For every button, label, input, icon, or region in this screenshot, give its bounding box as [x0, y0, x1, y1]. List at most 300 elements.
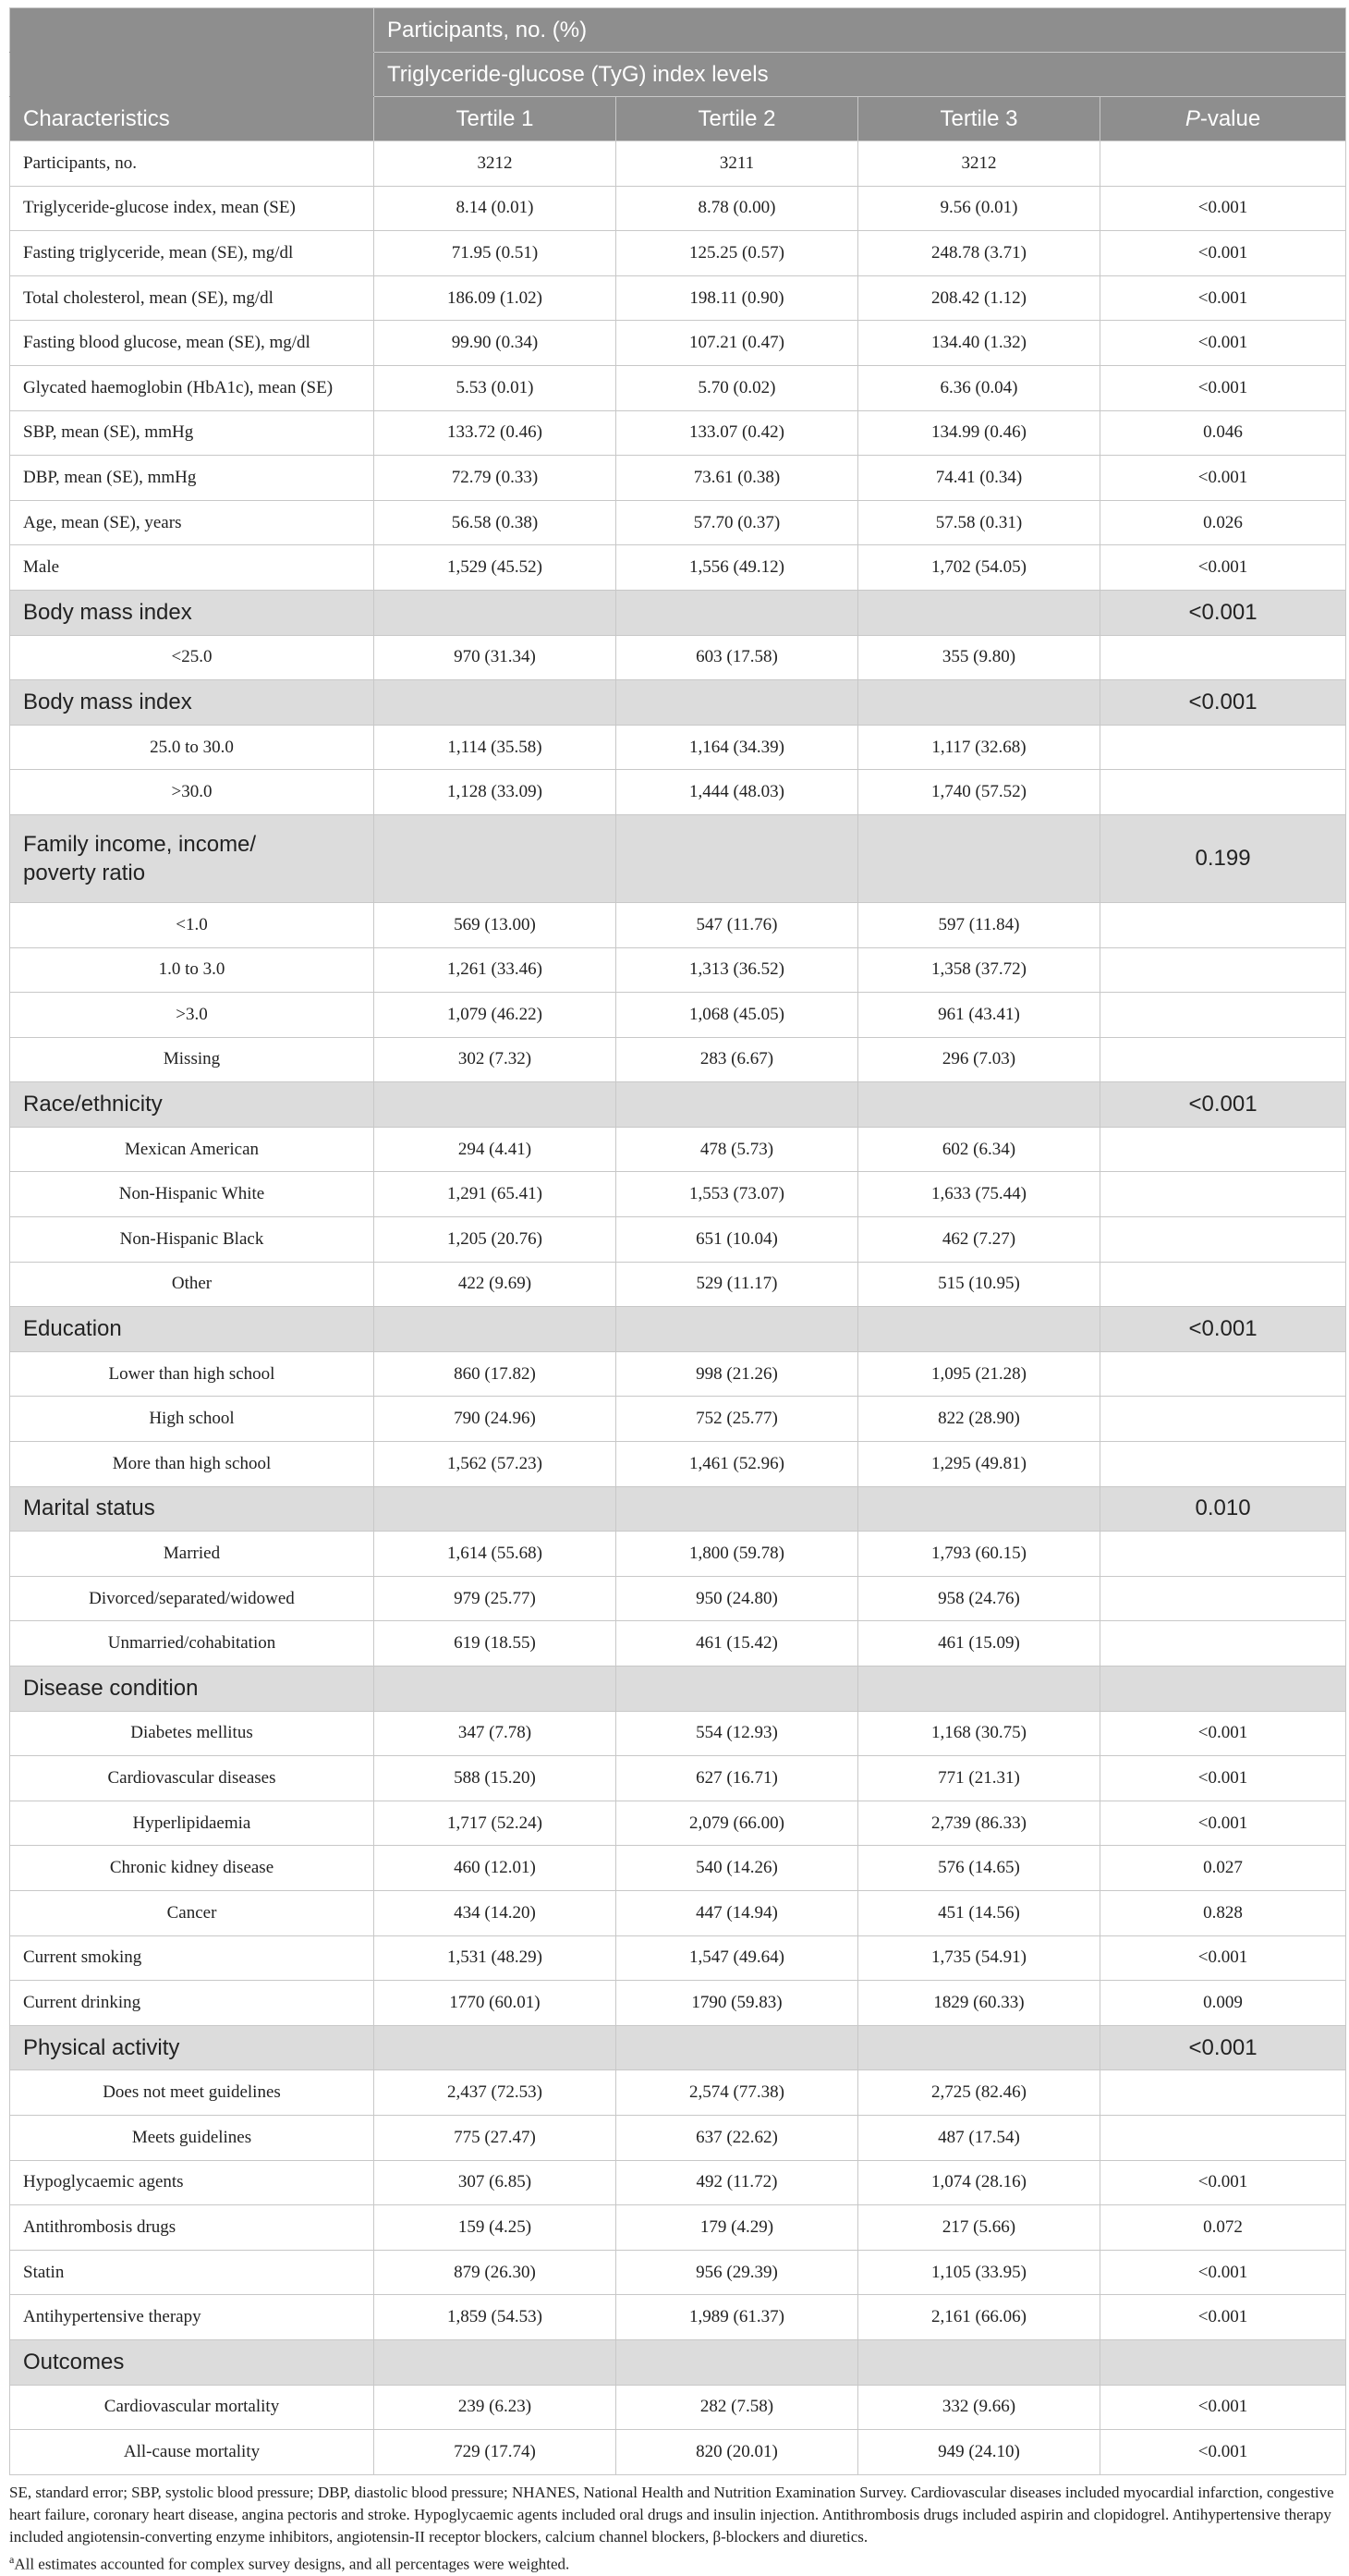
row-label: SBP, mean (SE), mmHg [10, 410, 374, 456]
section-empty-cell [858, 1082, 1100, 1128]
table-row [10, 1262, 1346, 1307]
p-value-cell [1100, 725, 1346, 770]
tertile-2-cell: 1,068 (45.05) [616, 993, 858, 1038]
tertile-1-cell: 1,261 (33.46) [374, 947, 616, 993]
p-italic: P [1185, 105, 1200, 131]
section-p-value: 0.199 [1100, 814, 1346, 902]
table-row [10, 1127, 1346, 1172]
row-label: High school [10, 1397, 374, 1442]
section-empty-cell [374, 814, 616, 902]
tertile-2-cell: 133.07 (0.42) [616, 410, 858, 456]
tertile-2-cell: 998 (21.26) [616, 1351, 858, 1397]
tertile-3-cell: 74.41 (0.34) [858, 456, 1100, 501]
table-row [10, 2115, 1346, 2160]
row-label: Chronic kidney disease [10, 1846, 374, 1891]
table-row [10, 2160, 1346, 2205]
p-value-cell: <0.001 [1100, 2295, 1346, 2340]
row-label: Does not meet guidelines [10, 2070, 374, 2116]
section-label: Disease condition [10, 1666, 374, 1712]
tertile-1-cell: 56.58 (0.38) [374, 500, 616, 545]
row-label: Meets guidelines [10, 2115, 374, 2160]
p-value-cell [1100, 141, 1346, 187]
tertile-1-cell: 1,614 (55.68) [374, 1532, 616, 1577]
tertile-2-cell: 73.61 (0.38) [616, 456, 858, 501]
section-empty-cell [616, 1486, 858, 1532]
section-empty-cell [616, 680, 858, 726]
tertile-1-cell: 569 (13.00) [374, 902, 616, 947]
header-subgroup-row [10, 53, 1346, 97]
tertile-2-cell: 492 (11.72) [616, 2160, 858, 2205]
tertile-2-cell: 3211 [616, 141, 858, 187]
row-label: Cardiovascular mortality [10, 2385, 374, 2430]
tertile-3-cell: 9.56 (0.01) [858, 186, 1100, 231]
p-value-cell: 0.026 [1100, 500, 1346, 545]
p-value-cell: <0.001 [1100, 231, 1346, 276]
p-value-cell: <0.001 [1100, 545, 1346, 591]
tertile-1-cell: 1,291 (65.41) [374, 1172, 616, 1217]
tertile-2-cell: 179 (4.29) [616, 2205, 858, 2251]
tertile-1-cell: 186.09 (1.02) [374, 275, 616, 321]
tertile-2-cell: 447 (14.94) [616, 1890, 858, 1935]
p-value-cell: 0.072 [1100, 2205, 1346, 2251]
tertile-1-cell: 71.95 (0.51) [374, 231, 616, 276]
row-label: Cancer [10, 1890, 374, 1935]
section-row [10, 1666, 1346, 1712]
p-value-cell [1100, 1262, 1346, 1307]
tertile-3-cell: 2,161 (66.06) [858, 2295, 1100, 2340]
tertile-1-cell: 1,562 (57.23) [374, 1442, 616, 1487]
tertile-2-cell: 107.21 (0.47) [616, 321, 858, 366]
tertile-2-cell: 540 (14.26) [616, 1846, 858, 1891]
tertile-1-cell: 3212 [374, 141, 616, 187]
tertile-2-cell: 752 (25.77) [616, 1397, 858, 1442]
tertile-3-cell: 248.78 (3.71) [858, 231, 1100, 276]
column-header-p-value [1100, 97, 1346, 141]
tertile-2-cell: 5.70 (0.02) [616, 365, 858, 410]
tertile-2-cell: 1,547 (49.64) [616, 1935, 858, 1981]
footnote-note [9, 2548, 1340, 2576]
table-row [10, 1935, 1346, 1981]
tertile-2-cell: 478 (5.73) [616, 1127, 858, 1172]
tertile-1-cell: 347 (7.78) [374, 1711, 616, 1756]
table-row [10, 902, 1346, 947]
tertile-2-cell: 2,079 (66.00) [616, 1801, 858, 1846]
p-value-cell [1100, 635, 1346, 680]
tertile-3-cell: 134.40 (1.32) [858, 321, 1100, 366]
table-row [10, 1846, 1346, 1891]
tertile-1-cell: 294 (4.41) [374, 1127, 616, 1172]
p-value-cell: <0.001 [1100, 2160, 1346, 2205]
tertile-3-cell: 949 (24.10) [858, 2430, 1100, 2475]
table-row [10, 1351, 1346, 1397]
section-p-value: 0.010 [1100, 1486, 1346, 1532]
tertile-3-cell: 1,095 (21.28) [858, 1351, 1100, 1397]
row-label: Total cholesterol, mean (SE), mg/dl [10, 275, 374, 321]
table-row [10, 725, 1346, 770]
row-label: Non-Hispanic White [10, 1172, 374, 1217]
row-label: Triglyceride-glucose index, mean (SE) [10, 186, 374, 231]
p-value-cell [1100, 1172, 1346, 1217]
section-p-value: <0.001 [1100, 1082, 1346, 1128]
table-row [10, 365, 1346, 410]
tertile-2-cell: 1,444 (48.03) [616, 770, 858, 815]
p-value-cell: <0.001 [1100, 321, 1346, 366]
tertile-2-cell: 603 (17.58) [616, 635, 858, 680]
tertile-2-cell: 820 (20.01) [616, 2430, 858, 2475]
table-row [10, 1397, 1346, 1442]
tertile-2-cell: 461 (15.42) [616, 1621, 858, 1666]
section-empty-cell [374, 2339, 616, 2385]
table-row [10, 2070, 1346, 2116]
tertile-1-cell: 460 (12.01) [374, 1846, 616, 1891]
section-p-value: <0.001 [1100, 1307, 1346, 1352]
tertile-3-cell: 1,633 (75.44) [858, 1172, 1100, 1217]
tertile-3-cell: 1,358 (37.72) [858, 947, 1100, 993]
tertile-3-cell: 462 (7.27) [858, 1217, 1100, 1263]
section-empty-cell [616, 1307, 858, 1352]
table-footnote [9, 2482, 1340, 2576]
row-label: Current drinking [10, 1981, 374, 2026]
tertile-3-cell: 2,739 (86.33) [858, 1801, 1100, 1846]
table-row [10, 1172, 1346, 1217]
p-value-cell [1100, 1621, 1346, 1666]
p-value-cell [1100, 947, 1346, 993]
tertile-3-cell: 1,793 (60.15) [858, 1532, 1100, 1577]
table-body [10, 141, 1346, 2475]
tertile-1-cell: 1,128 (33.09) [374, 770, 616, 815]
footnote-marker: a [9, 2553, 15, 2566]
section-row [10, 2025, 1346, 2070]
row-label: >30.0 [10, 770, 374, 815]
row-label: DBP, mean (SE), mmHg [10, 456, 374, 501]
tertile-3-cell: 217 (5.66) [858, 2205, 1100, 2251]
tertile-3-cell: 296 (7.03) [858, 1037, 1100, 1082]
tertile-2-cell: 1,800 (59.78) [616, 1532, 858, 1577]
tertile-1-cell: 1,114 (35.58) [374, 725, 616, 770]
p-value-cell [1100, 1037, 1346, 1082]
tertile-3-cell: 1,295 (49.81) [858, 1442, 1100, 1487]
tertile-1-cell: 1,531 (48.29) [374, 1935, 616, 1981]
tertile-1-cell: 239 (6.23) [374, 2385, 616, 2430]
section-p-value: <0.001 [1100, 680, 1346, 726]
row-label: Cardiovascular diseases [10, 1756, 374, 1801]
p-value-cell: 0.046 [1100, 410, 1346, 456]
tertile-1-cell: 434 (14.20) [374, 1890, 616, 1935]
table-row [10, 456, 1346, 501]
row-label: Lower than high school [10, 1351, 374, 1397]
row-label: Hyperlipidaemia [10, 1801, 374, 1846]
table-row [10, 275, 1346, 321]
tertile-1-cell: 979 (25.77) [374, 1576, 616, 1621]
tertile-2-cell: 1,989 (61.37) [616, 2295, 858, 2340]
tertile-1-cell: 302 (7.32) [374, 1037, 616, 1082]
table-row [10, 2430, 1346, 2475]
tertile-1-cell: 860 (17.82) [374, 1351, 616, 1397]
tertile-1-cell: 729 (17.74) [374, 2430, 616, 2475]
tertile-3-cell: 1,105 (33.95) [858, 2250, 1100, 2295]
tertile-3-cell: 461 (15.09) [858, 1621, 1100, 1666]
row-label: All-cause mortality [10, 2430, 374, 2475]
tertile-2-cell: 1,553 (73.07) [616, 1172, 858, 1217]
p-value-cell [1100, 993, 1346, 1038]
tertile-3-cell: 602 (6.34) [858, 1127, 1100, 1172]
p-value-cell [1100, 902, 1346, 947]
section-label: Physical activity [10, 2025, 374, 2070]
tertile-2-cell: 282 (7.58) [616, 2385, 858, 2430]
p-value-cell [1100, 2115, 1346, 2160]
row-label: Divorced/separated/widowed [10, 1576, 374, 1621]
p-value-cell: <0.001 [1100, 186, 1346, 231]
table-row [10, 1890, 1346, 1935]
table-row [10, 770, 1346, 815]
section-empty-cell [858, 590, 1100, 635]
row-label: Hypoglycaemic agents [10, 2160, 374, 2205]
p-value-cell [1100, 1532, 1346, 1577]
tertile-3-cell: 597 (11.84) [858, 902, 1100, 947]
row-label: 1.0 to 3.0 [10, 947, 374, 993]
section-empty-cell [374, 1486, 616, 1532]
tertile-1-cell: 1770 (60.01) [374, 1981, 616, 2026]
table-row [10, 1217, 1346, 1263]
row-label: Age, mean (SE), years [10, 500, 374, 545]
tertile-1-cell: 133.72 (0.46) [374, 410, 616, 456]
tertile-3-cell: 487 (17.54) [858, 2115, 1100, 2160]
p-value-cell: <0.001 [1100, 275, 1346, 321]
table-container [9, 7, 1345, 2475]
tertile-2-cell: 1790 (59.83) [616, 1981, 858, 2026]
row-label: Other [10, 1262, 374, 1307]
tertile-2-cell: 651 (10.04) [616, 1217, 858, 1263]
row-label: Glycated haemoglobin (HbA1c), mean (SE) [10, 365, 374, 410]
tertile-3-cell: 451 (14.56) [858, 1890, 1100, 1935]
tertile-2-cell: 1,461 (52.96) [616, 1442, 858, 1487]
tertile-3-cell: 515 (10.95) [858, 1262, 1100, 1307]
tertile-3-cell: 1,074 (28.16) [858, 2160, 1100, 2205]
tertile-3-cell: 355 (9.80) [858, 635, 1100, 680]
tertile-3-cell: 57.58 (0.31) [858, 500, 1100, 545]
tertile-2-cell: 627 (16.71) [616, 1756, 858, 1801]
tertile-3-cell: 822 (28.90) [858, 1397, 1100, 1442]
table-row [10, 186, 1346, 231]
tertile-3-cell: 1829 (60.33) [858, 1981, 1100, 2026]
section-label: Education [10, 1307, 374, 1352]
tertile-3-cell: 1,735 (54.91) [858, 1935, 1100, 1981]
section-row [10, 1486, 1346, 1532]
section-empty-cell [616, 1082, 858, 1128]
section-p-value: <0.001 [1100, 590, 1346, 635]
tertile-2-cell: 8.78 (0.00) [616, 186, 858, 231]
table-row [10, 141, 1346, 187]
p-value-cell: <0.001 [1100, 2250, 1346, 2295]
p-value-cell [1100, 1127, 1346, 1172]
table-row [10, 321, 1346, 366]
tertile-1-cell: 1,205 (20.76) [374, 1217, 616, 1263]
tertile-2-cell: 554 (12.93) [616, 1711, 858, 1756]
row-label: Diabetes mellitus [10, 1711, 374, 1756]
header-blank-cell [10, 8, 374, 53]
section-empty-cell [616, 2339, 858, 2385]
tertile-1-cell: 72.79 (0.33) [374, 456, 616, 501]
column-header-tertile-3: Tertile 3 [858, 97, 1100, 141]
p-value-cell: 0.027 [1100, 1846, 1346, 1891]
section-row [10, 680, 1346, 726]
column-header-tertile-2: Tertile 2 [616, 97, 858, 141]
row-label: Married [10, 1532, 374, 1577]
tertile-2-cell: 198.11 (0.90) [616, 275, 858, 321]
footnote-abbreviations: SE, standard error; SBP, systolic blood pressure; DBP, diastolic blood pressure; NHANES, National Health and Nutrition Examination Survey. Cardiovascular diseases included myocardial infarction, congestive heart failure, coronary heart disease, angina pectoris and stroke. Hypoglycaemic agents included oral drugs and insulin injection. Antithrombosis drugs included aspirin and clopidogrel. Antihypertensive therapy included angiotensin-converting enzyme inhibitors, angiotensin-II receptor blockers, calcium channel blockers, β-blockers and diuretics. [9, 2484, 1334, 2545]
section-row [10, 814, 1346, 902]
tertile-1-cell: 8.14 (0.01) [374, 186, 616, 231]
tertile-3-cell: 6.36 (0.04) [858, 365, 1100, 410]
section-empty-cell [374, 1307, 616, 1352]
table-row [10, 947, 1346, 993]
p-value-cell [1100, 1397, 1346, 1442]
tertile-1-cell: 307 (6.85) [374, 2160, 616, 2205]
tertile-3-cell: 1,168 (30.75) [858, 1711, 1100, 1756]
header-columns-row [10, 97, 1346, 141]
p-value-cell: <0.001 [1100, 456, 1346, 501]
tertile-3-cell: 961 (43.41) [858, 993, 1100, 1038]
section-empty-cell [616, 1666, 858, 1712]
p-value-cell: <0.001 [1100, 1801, 1346, 1846]
section-empty-cell [374, 2025, 616, 2070]
tertile-2-cell: 956 (29.39) [616, 2250, 858, 2295]
column-header-characteristics: Characteristics [10, 97, 374, 141]
tertile-2-cell: 1,164 (34.39) [616, 725, 858, 770]
tertile-3-cell: 134.99 (0.46) [858, 410, 1100, 456]
tertile-3-cell: 2,725 (82.46) [858, 2070, 1100, 2116]
tertile-1-cell: 1,717 (52.24) [374, 1801, 616, 1846]
tertile-3-cell: 1,702 (54.05) [858, 545, 1100, 591]
tertile-1-cell: 588 (15.20) [374, 1756, 616, 1801]
tertile-3-cell: 332 (9.66) [858, 2385, 1100, 2430]
row-label: More than high school [10, 1442, 374, 1487]
table-row [10, 2250, 1346, 2295]
section-label-line-2: poverty ratio [23, 860, 146, 885]
tertile-3-cell: 1,117 (32.68) [858, 725, 1100, 770]
row-label: Male [10, 545, 374, 591]
section-label: Body mass index [10, 590, 374, 635]
p-value-suffix: -value [1199, 105, 1261, 131]
section-label [10, 814, 374, 902]
tertile-1-cell: 159 (4.25) [374, 2205, 616, 2251]
tertile-2-cell: 1,556 (49.12) [616, 545, 858, 591]
p-value-cell: 0.009 [1100, 1981, 1346, 2026]
tertile-3-cell: 771 (21.31) [858, 1756, 1100, 1801]
header-sub-title: Triglyceride-glucose (TyG) index levels [374, 53, 1346, 97]
p-value-cell: <0.001 [1100, 1711, 1346, 1756]
tertile-1-cell: 775 (27.47) [374, 2115, 616, 2160]
row-label: Current smoking [10, 1935, 374, 1981]
tertile-2-cell: 125.25 (0.57) [616, 231, 858, 276]
table-row [10, 2205, 1346, 2251]
tertile-1-cell: 1,529 (45.52) [374, 545, 616, 591]
tertile-2-cell: 637 (22.62) [616, 2115, 858, 2160]
row-label: 25.0 to 30.0 [10, 725, 374, 770]
p-value-cell [1100, 2070, 1346, 2116]
section-label: Outcomes [10, 2339, 374, 2385]
section-label: Marital status [10, 1486, 374, 1532]
section-p-value [1100, 2339, 1346, 2385]
table-row [10, 1621, 1346, 1666]
row-label: Antihypertensive therapy [10, 2295, 374, 2340]
section-empty-cell [374, 1082, 616, 1128]
table-row [10, 1037, 1346, 1082]
section-empty-cell [858, 2339, 1100, 2385]
tertile-1-cell: 619 (18.55) [374, 1621, 616, 1666]
row-label: Statin [10, 2250, 374, 2295]
table-row [10, 1756, 1346, 1801]
tertile-1-cell: 2,437 (72.53) [374, 2070, 616, 2116]
tertile-1-cell: 422 (9.69) [374, 1262, 616, 1307]
section-p-value: <0.001 [1100, 2025, 1346, 2070]
p-value-cell [1100, 770, 1346, 815]
tertile-2-cell: 547 (11.76) [616, 902, 858, 947]
table-row [10, 231, 1346, 276]
p-value-cell [1100, 1442, 1346, 1487]
p-value-cell: <0.001 [1100, 1756, 1346, 1801]
tertile-3-cell: 576 (14.65) [858, 1846, 1100, 1891]
section-row [10, 1307, 1346, 1352]
table-row [10, 410, 1346, 456]
section-empty-cell [616, 590, 858, 635]
section-empty-cell [858, 1666, 1100, 1712]
table-row [10, 1532, 1346, 1577]
tertile-2-cell: 283 (6.67) [616, 1037, 858, 1082]
row-label: Participants, no. [10, 141, 374, 187]
header-group-title: Participants, no. (%) [374, 8, 1346, 53]
table-row [10, 2385, 1346, 2430]
table-row [10, 1711, 1346, 1756]
baseline-characteristics-table [9, 7, 1346, 2475]
table-row [10, 635, 1346, 680]
section-label: Race/ethnicity [10, 1082, 374, 1128]
row-label: Fasting triglyceride, mean (SE), mg/dl [10, 231, 374, 276]
tertile-2-cell: 57.70 (0.37) [616, 500, 858, 545]
tertile-3-cell: 1,740 (57.52) [858, 770, 1100, 815]
row-label: >3.0 [10, 993, 374, 1038]
p-value-cell: <0.001 [1100, 365, 1346, 410]
p-value-cell: <0.001 [1100, 2430, 1346, 2475]
section-p-value [1100, 1666, 1346, 1712]
section-empty-cell [616, 2025, 858, 2070]
table-row [10, 993, 1346, 1038]
row-label: <1.0 [10, 902, 374, 947]
p-value-cell: <0.001 [1100, 2385, 1346, 2430]
tertile-1-cell: 970 (31.34) [374, 635, 616, 680]
table-row [10, 1576, 1346, 1621]
row-label: Unmarried/cohabitation [10, 1621, 374, 1666]
row-label: Antithrombosis drugs [10, 2205, 374, 2251]
p-value-cell: <0.001 [1100, 1935, 1346, 1981]
p-value-cell [1100, 1576, 1346, 1621]
section-empty-cell [374, 1666, 616, 1712]
section-empty-cell [858, 680, 1100, 726]
section-row [10, 1082, 1346, 1128]
row-label: Non-Hispanic Black [10, 1217, 374, 1263]
tertile-2-cell: 2,574 (77.38) [616, 2070, 858, 2116]
row-label: Fasting blood glucose, mean (SE), mg/dl [10, 321, 374, 366]
footnote-note-text: All estimates accounted for complex survey designs, and all percentages were weighted. [14, 2555, 570, 2573]
tertile-3-cell: 958 (24.76) [858, 1576, 1100, 1621]
section-label-line-1: Family income, income/ [23, 831, 257, 857]
header-blank-cell [10, 53, 374, 97]
tertile-1-cell: 1,859 (54.53) [374, 2295, 616, 2340]
header-group-row [10, 8, 1346, 53]
tertile-2-cell: 529 (11.17) [616, 1262, 858, 1307]
column-header-tertile-1: Tertile 1 [374, 97, 616, 141]
tertile-2-cell: 1,313 (36.52) [616, 947, 858, 993]
